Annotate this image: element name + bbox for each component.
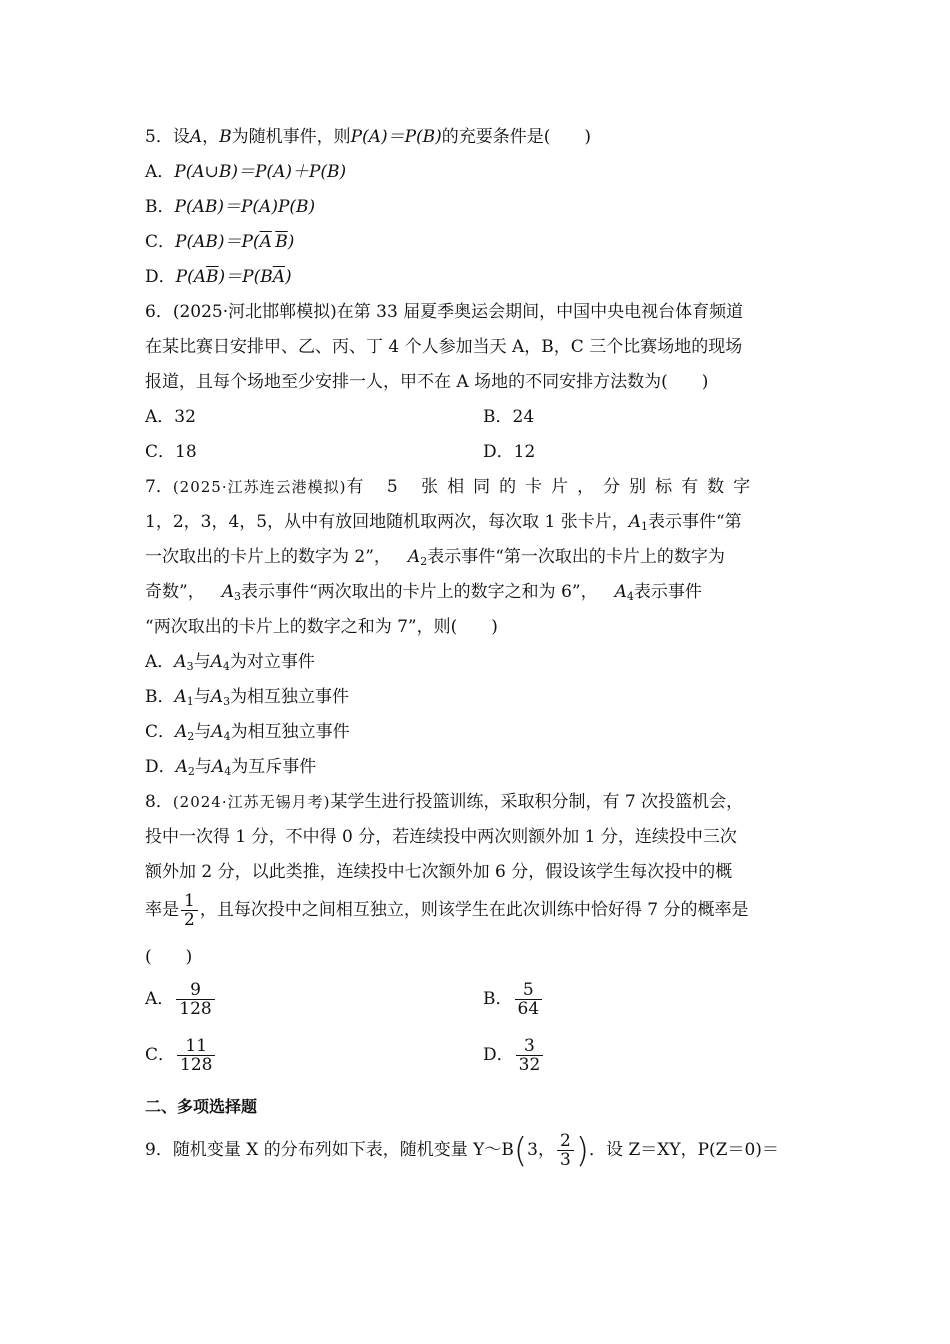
q5-stem: 5．设A，B为随机事件，则P(A)＝P(B)的充要条件是( ) [145,127,592,147]
q8-stem-line-4: 率是 $\frac{1}{2}$ ，且每次投中之间相互独立，则该学生在此次训练中恰好得 7 分的概率是 [145,891,749,930]
q6-option-a[interactable]: A．32 [145,407,196,427]
q8-stem-line-5: ( ) [145,947,193,967]
q8-stem-line-1: 8．(2024·江苏无锡月考)某学生进行投篮训练，采取积分制，有 7 次投篮机会， [145,792,744,812]
q6-option-c[interactable]: C．18 [145,442,197,462]
q7-stem-line-5: “两次取出的卡片上的数字之和为 7”，则( ) [145,617,498,637]
option-fraction: $\frac{3}{32}$ [516,1037,544,1074]
option-fraction: $\frac{11}{128}$ [177,1037,215,1074]
q7-option-a[interactable]: A．$A_3$与$A_4$为对立事件 [145,652,315,673]
q8-stem-line-3: 额外加 2 分，以此类推，连续投中七次额外加 6 分，假设该学生每次投中的概 [145,862,733,882]
q6-option-d[interactable]: D．12 [483,442,536,462]
q5-option-d[interactable]: D．$P(A\overline{B})=P(B\overline{A})$ [145,267,292,287]
q8-option-c[interactable]: C． $\frac{11}{128}$ [145,1037,217,1074]
q6-stem-line-1: 6．(2025·河北邯郸模拟)在第 33 届夏季奥运会期间，中国中央电视台体育频道 [145,302,744,322]
q8-option-a[interactable]: A． $\frac{9}{128}$ [145,981,217,1018]
q8-stem-line-2: 投中一次得 1 分，不中得 0 分，若连续投中两次则额外加 1 分，连续投中三次 [145,827,737,847]
fraction-two-thirds: $\frac{2}{3}$ [557,1132,574,1169]
q7-stem-line-3: 一次取出的卡片上的数字为 2”， $A_2$表示事件“第一次取出的卡片上的数字为 [145,547,725,568]
q5-option-c[interactable]: C．$P(AB)=P(\overline{A}$ $\overline{B}$) [145,232,295,252]
q6-stem-line-2: 在某比赛日安排甲、乙、丙、丁 4 个人参加当天 A，B，C 三个比赛场地的现场 [145,337,743,357]
q8-option-d[interactable]: D． $\frac{3}{32}$ [483,1037,545,1074]
q5-option-a[interactable]: A．P(A∪B)＝P(A)＋P(B) [145,162,347,182]
option-fraction: $\frac{9}{128}$ [176,981,214,1018]
q7-option-c[interactable]: C．$A_2$与$A_4$为相互独立事件 [145,722,350,743]
section-heading: 二、多项选择题 [145,1097,258,1116]
option-fraction: $\frac{5}{64}$ [515,981,543,1018]
q8-option-b[interactable]: B． $\frac{5}{64}$ [483,981,544,1018]
q7-option-d[interactable]: D．$A_2$与$A_4$为互斥事件 [145,757,317,778]
q6-option-b[interactable]: B．24 [483,407,535,427]
q7-stem-line-1: 7．(2025·江苏连云港模拟)有 5 张相同的卡片，分别标有数字 [145,477,760,497]
fraction-one-half: $\frac{1}{2}$ [181,892,198,929]
q6-stem-line-3: 报道，且每个场地至少安排一人，甲不在 A 场地的不同安排方法数为( ) [145,372,709,392]
q5-option-b[interactable]: B．P(AB)＝P(A)P(B) [145,197,316,217]
q7-stem-line-4: 奇数”， $A_3$表示事件“两次取出的卡片上的数字之和为 6”， $A_4$表示事件 [145,582,702,603]
q7-stem-line-2: 1，2，3，4，5，从中有放回地随机取两次，每次取 1 张卡片，$A_1$表示事件“第 [145,512,742,533]
q9-stem-line-1: 9．随机变量 X 的分布列如下表，随机变量 Y～B(3， $\frac{2}{3}$ )．设 Z＝XY，P(Z＝0)＝ [145,1131,779,1171]
q7-option-b[interactable]: B．$A_1$与$A_3$为相互独立事件 [145,687,350,708]
